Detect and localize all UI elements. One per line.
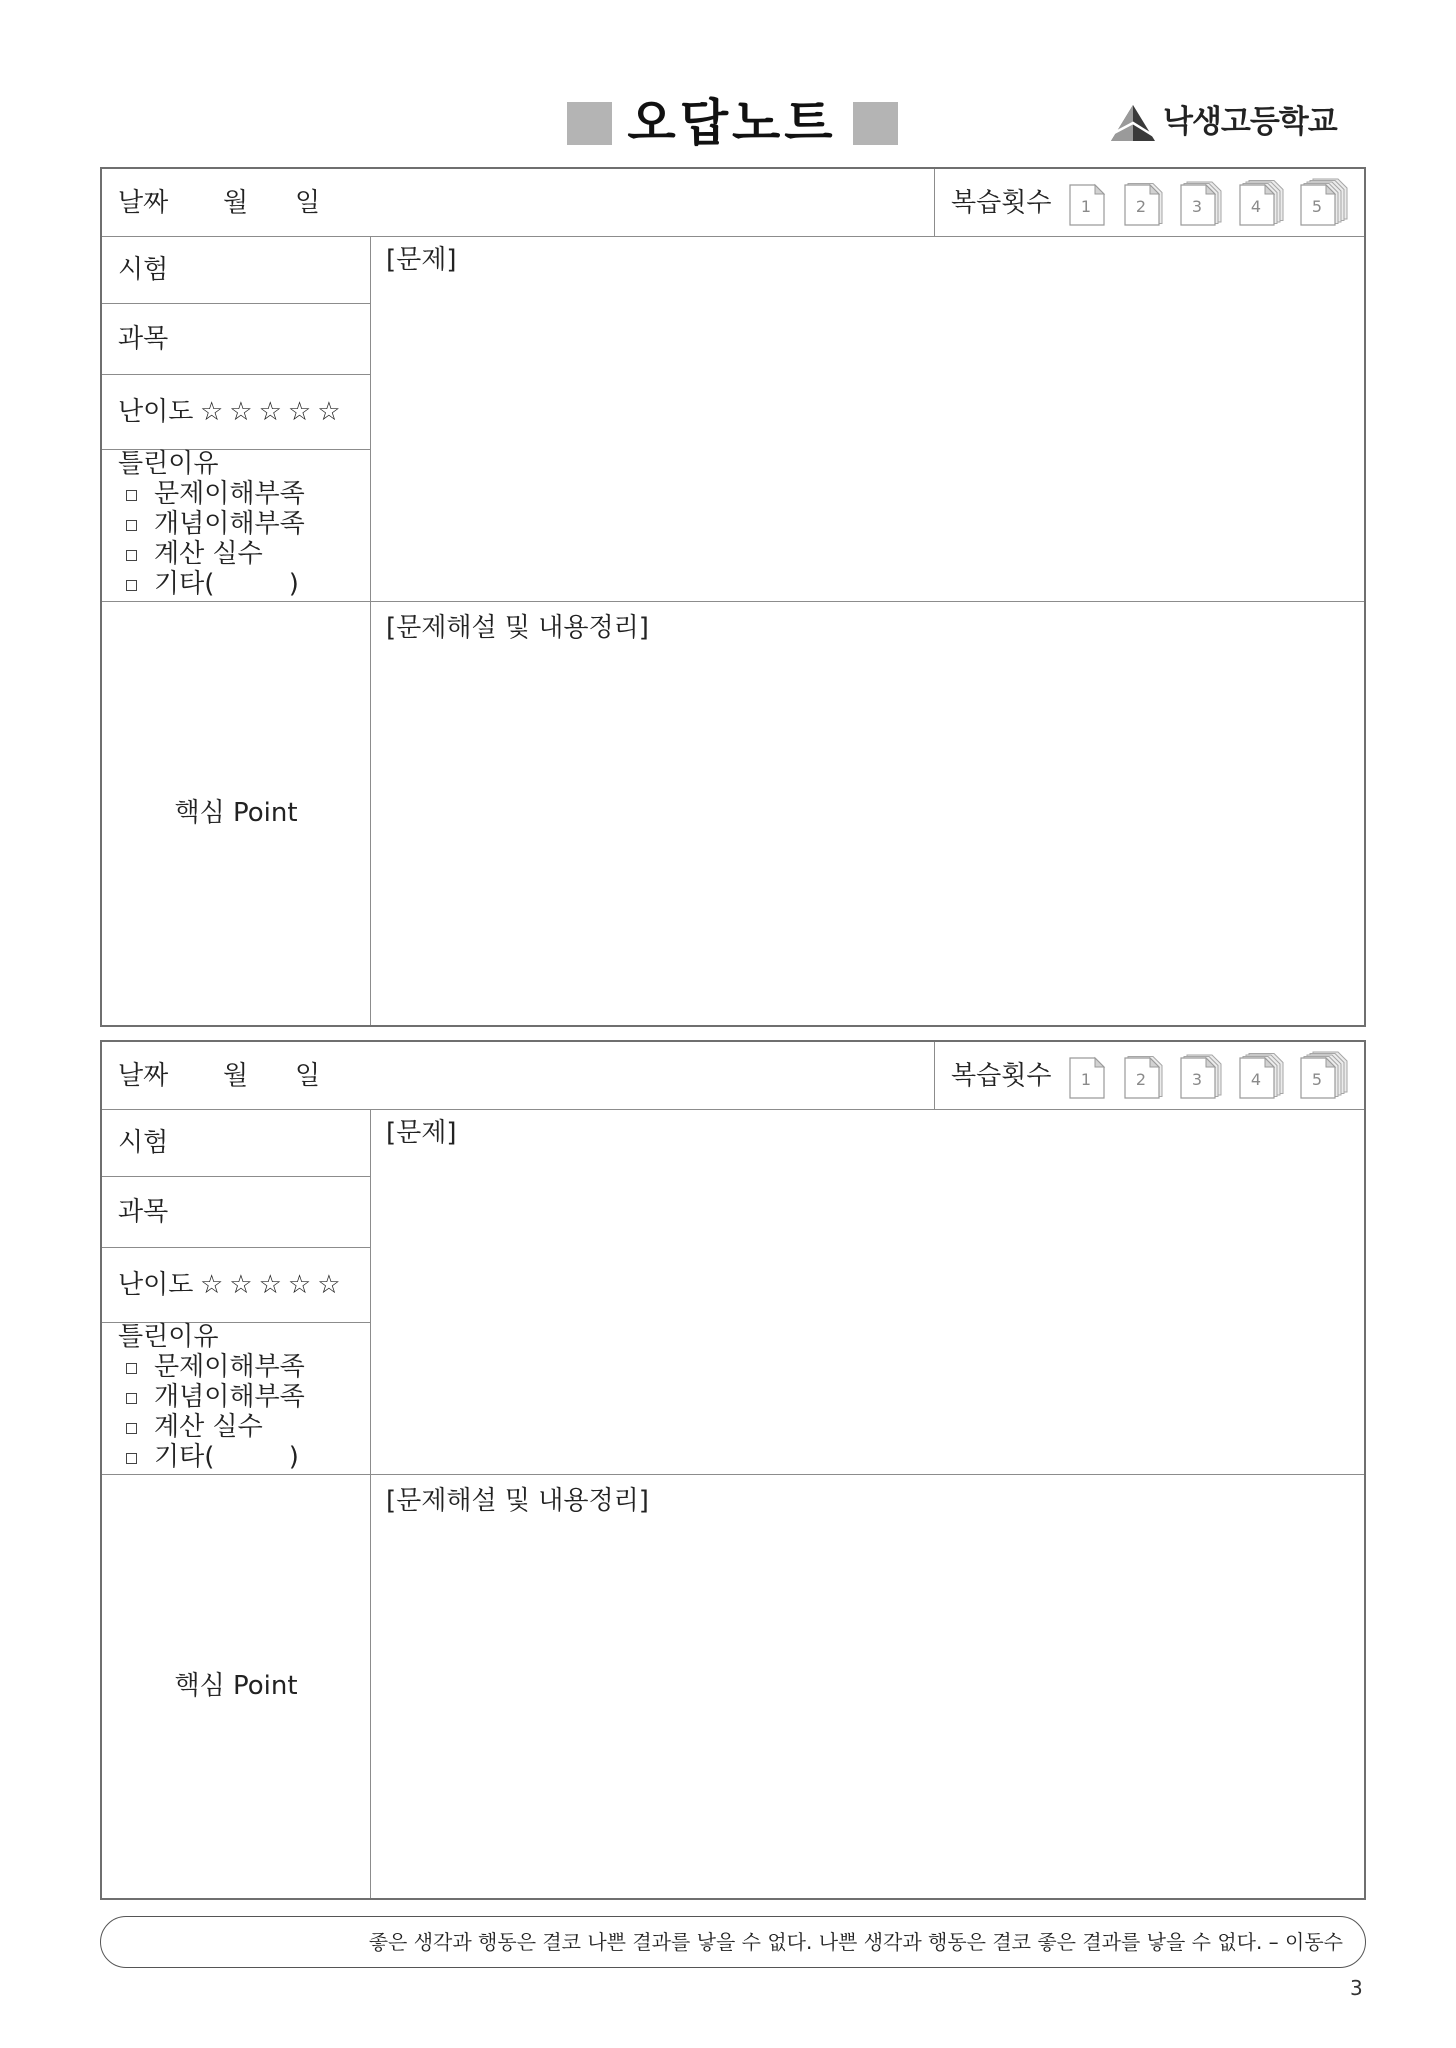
key-point-label: 핵심 Point — [174, 1671, 298, 1701]
review-count-number: 2 — [1135, 197, 1147, 216]
subject-label: 과목 — [118, 324, 169, 354]
left-column-divider — [370, 1109, 371, 1898]
wrong-answer-note-card — [100, 1040, 1366, 1900]
wrong-reason-label: 기타( ) — [154, 1442, 299, 1472]
wrong-reason-item — [118, 1352, 368, 1382]
exam-row-divider — [102, 303, 370, 304]
key-point-label: 핵심 Point — [174, 798, 298, 828]
review-count-3-icon — [1180, 1050, 1224, 1100]
wrong-reason-label: 계산 실수 — [154, 539, 263, 569]
wrong-reason-item — [118, 479, 368, 509]
problem-section-divider — [102, 601, 1364, 602]
review-count-number: 1 — [1080, 197, 1092, 216]
solution-label: [문제해설 및 내용정리] — [386, 1486, 649, 1516]
date-label: 날짜 — [118, 188, 169, 218]
page-title: 오답노트 — [627, 94, 837, 152]
left-column-divider — [370, 236, 371, 1025]
page-number: 3 — [1350, 1976, 1363, 2000]
review-count-1-icon — [1069, 177, 1107, 227]
checkbox — [126, 1453, 137, 1464]
wrong-reason-label: 기타( ) — [154, 569, 299, 599]
wrong-reason-item — [118, 539, 368, 569]
checkbox — [126, 520, 137, 531]
review-count-label: 복습횟수 — [951, 1061, 1052, 1091]
wrong-reason-item — [118, 569, 368, 599]
difficulty-label: 난이도 — [118, 397, 194, 427]
review-count-number: 1 — [1080, 1070, 1092, 1089]
review-count-icons — [1069, 1050, 1359, 1102]
review-count-5-icon — [1300, 177, 1350, 227]
review-count-1-icon — [1069, 1050, 1107, 1100]
problem-section-divider — [102, 1474, 1364, 1475]
checkbox — [126, 580, 137, 591]
exam-row-divider — [102, 1176, 370, 1177]
review-count-2-icon — [1124, 1050, 1165, 1100]
page-fold-corner — [1095, 185, 1104, 194]
month-label: 월 — [223, 188, 249, 218]
checkbox — [126, 1363, 137, 1374]
quote-banner — [100, 1916, 1366, 1968]
wrong-reason-list — [118, 1322, 368, 1472]
exam-label: 시험 — [118, 1128, 169, 1158]
review-count-2-icon — [1124, 177, 1165, 227]
review-count-number: 5 — [1311, 1070, 1323, 1089]
page-fold-corner — [1095, 1058, 1104, 1067]
difficulty-stars: ☆☆☆☆☆ — [200, 1270, 347, 1300]
wrong-reason-label: 개념이해부족 — [154, 509, 305, 539]
review-count-number: 3 — [1191, 197, 1203, 216]
header-row-divider — [102, 1109, 1364, 1110]
review-divider — [934, 1042, 935, 1109]
school-logo-icon — [1109, 101, 1157, 143]
checkbox — [126, 1393, 137, 1404]
wrong-reason-title: 틀린이유 — [118, 449, 219, 479]
difficulty-stars: ☆☆☆☆☆ — [200, 397, 347, 427]
day-label: 일 — [295, 188, 321, 218]
header-row-divider — [102, 236, 1364, 237]
wrong-reason-list — [118, 449, 368, 599]
title-right-square-decoration — [853, 102, 898, 145]
review-count-number: 2 — [1135, 1070, 1147, 1089]
review-count-3-icon — [1180, 177, 1224, 227]
solution-label: [문제해설 및 내용정리] — [386, 613, 649, 643]
review-count-number: 4 — [1250, 1070, 1262, 1089]
subject-label: 과목 — [118, 1197, 169, 1227]
difficulty-label: 난이도 — [118, 1270, 194, 1300]
review-count-5-icon — [1300, 1050, 1350, 1100]
wrong-answer-note-card — [100, 167, 1366, 1027]
subject-row-divider — [102, 374, 370, 375]
checkbox — [126, 490, 137, 501]
wrong-reason-label: 개념이해부족 — [154, 1382, 305, 1412]
checkbox — [126, 550, 137, 561]
problem-label: [문제] — [386, 245, 457, 275]
date-label: 날짜 — [118, 1061, 169, 1091]
review-count-number: 3 — [1191, 1070, 1203, 1089]
review-count-number: 5 — [1311, 197, 1323, 216]
title-left-square-decoration — [567, 102, 612, 145]
wrong-reason-item — [118, 1382, 368, 1412]
review-count-label: 복습횟수 — [951, 188, 1052, 218]
month-label: 월 — [223, 1061, 249, 1091]
wrong-reason-item — [118, 509, 368, 539]
review-count-icons — [1069, 177, 1359, 229]
footer-quote: 좋은 생각과 행동은 결코 나쁜 결과를 낳을 수 없다. 나쁜 생각과 행동은 결코 좋은 결과를 낳을 수 없다. – 이동수 — [368, 1930, 1343, 1954]
review-count-4-icon — [1239, 177, 1286, 227]
review-count-number: 4 — [1250, 197, 1262, 216]
exam-label: 시험 — [118, 255, 169, 285]
review-count-4-icon — [1239, 1050, 1286, 1100]
wrong-reason-item — [118, 1442, 368, 1472]
school-name: 낙생고등학교 — [1163, 104, 1337, 140]
wrong-reason-label: 계산 실수 — [154, 1412, 263, 1442]
wrong-reason-label: 문제이해부족 — [154, 1352, 305, 1382]
wrong-reason-label: 문제이해부족 — [154, 479, 305, 509]
wrong-reason-item — [118, 1412, 368, 1442]
problem-label: [문제] — [386, 1118, 457, 1148]
review-divider — [934, 169, 935, 236]
day-label: 일 — [295, 1061, 321, 1091]
subject-row-divider — [102, 1247, 370, 1248]
checkbox — [126, 1423, 137, 1434]
wrong-reason-title: 틀린이유 — [118, 1322, 219, 1352]
